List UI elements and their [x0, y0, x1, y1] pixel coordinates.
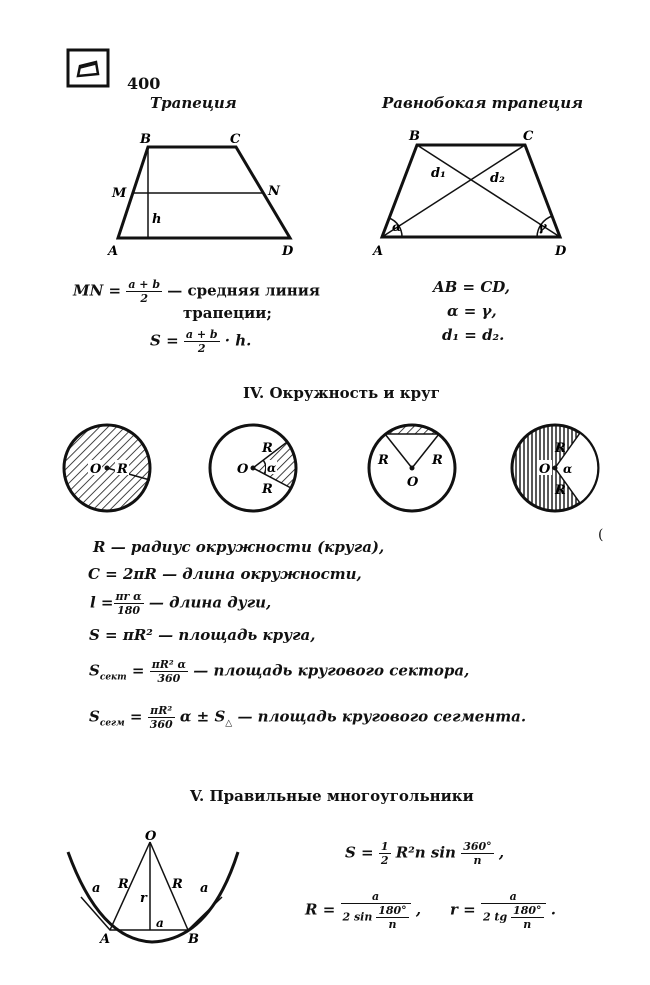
book-icon [66, 48, 112, 90]
circle2-label-O: O [237, 462, 249, 477]
circle2-label-R1: R [262, 441, 273, 456]
midline-formula: MN = $\frac{a + b}{2}$ — средняя линия [73, 278, 320, 305]
circle-area-formula: S = πR² — площадь круга, [89, 626, 316, 644]
circle1-label-O: O [90, 462, 102, 477]
inradius-formula: r = a 2 tg $\frac{180^\circ}{n}$ . [450, 890, 556, 931]
iso-label-d1: d₁ [431, 166, 446, 181]
iso-formula-2: α = γ, [447, 302, 497, 320]
label-M: M [112, 186, 127, 201]
page-number: 400 [127, 74, 161, 93]
circle4-label-O: O [539, 462, 551, 477]
radius-definition: R — радиус окружности (круга), [93, 538, 385, 556]
label-N: N [268, 184, 280, 199]
circle2-label-R2: R [262, 482, 273, 497]
circle4-label-alpha: α [563, 462, 573, 476]
circle4-label-R1: R [555, 441, 566, 456]
poly-label-R1: R [118, 877, 129, 892]
poly-label-O: O [145, 830, 157, 844]
trapezoid-figure [100, 125, 315, 260]
circumference-formula: C = 2πR — длина окружности, [88, 565, 362, 583]
iso-label-C: C [523, 129, 534, 144]
iso-label-D: D [555, 244, 567, 259]
label-C: C [230, 132, 241, 147]
area-formula: S = $\frac{a + b}{2}$ · h. [150, 328, 252, 355]
iso-label-A: A [373, 244, 384, 259]
poly-label-r: r [140, 891, 147, 906]
section-iv-heading: IV. Окружность и круг [243, 384, 440, 402]
polygon-figure [60, 830, 250, 945]
label-B: B [140, 132, 151, 147]
iso-label-gamma: γ [538, 220, 547, 235]
poly-label-a1: a [92, 881, 101, 896]
polygon-area-formula: S = $\frac{1}{2}$ R²n sin $\frac{360^\circ}{n}$ , [345, 840, 505, 867]
section-v-heading: V. Правильные многоугольники [190, 787, 474, 805]
midline-text: трапеции; [183, 304, 272, 322]
trapezoid-title: Трапеция [150, 94, 237, 112]
poly-label-a2: a [200, 881, 209, 896]
segment-area-formula: $S_{сегм}$ = $\frac{\text{πR²}}{360}$ $\alpha \pm S_\triangle$ — площадь кругового сегмента. [89, 704, 527, 731]
circle-figures [55, 420, 615, 530]
iso-label-alpha: α [392, 220, 402, 234]
circle2-label-alpha: α [267, 461, 277, 475]
arc-length-formula: l = $\frac{\text{πr α}}{180}$ — длина дуги, [90, 590, 272, 617]
iso-formula-1: AB = CD, [433, 278, 510, 296]
poly-label-B: B [188, 932, 199, 945]
stray-mark: ( [598, 527, 604, 543]
label-D: D [282, 244, 294, 259]
poly-label-a3: a [156, 916, 164, 930]
poly-label-A: A [100, 932, 111, 945]
circle4-label-R2: R [555, 483, 566, 498]
circle1-label-R: R [117, 462, 128, 477]
label-A: A [108, 244, 119, 259]
iso-label-B: B [409, 129, 420, 144]
label-h: h [152, 212, 162, 227]
circle3-label-R2: R [432, 453, 443, 468]
poly-label-R2: R [172, 877, 183, 892]
circumradius-formula: R = a 2 sin $\frac{180^\circ}{n}$ , [305, 890, 422, 931]
sector-area-formula: $S_{сект}$ = $\frac{\text{πR² α}}{360}$ — площадь кругового сектора, [89, 658, 470, 685]
circle3-label-R1: R [378, 453, 389, 468]
iso-formula-3: d₁ = d₂. [442, 326, 505, 344]
iso-label-d2: d₂ [490, 171, 505, 186]
isosceles-figure [365, 125, 580, 260]
isosceles-title: Равнобокая трапеция [382, 94, 584, 112]
circle3-label-O: O [407, 475, 419, 490]
